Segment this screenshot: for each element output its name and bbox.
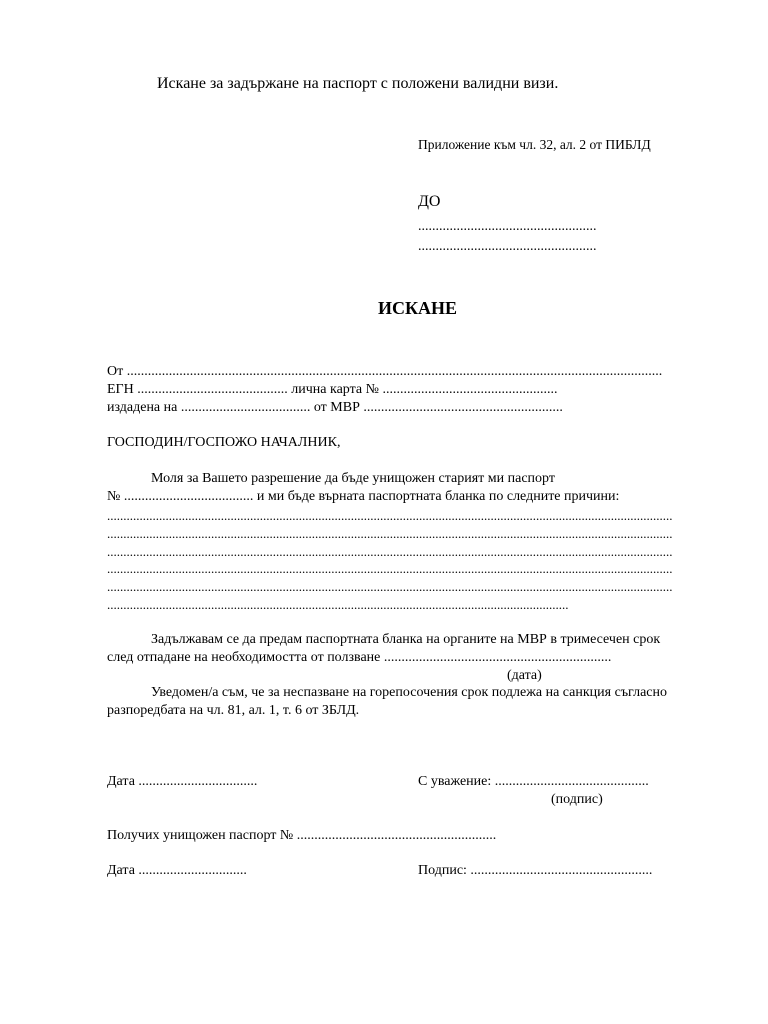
date-caption: (дата) [507, 668, 542, 683]
request-line-1: Моля за Вашето разрешение да бъде унищожен старият ми паспорт [151, 471, 555, 486]
appendix-reference: Приложение към чл. 32, ал. 2 от ПИБЛД [418, 137, 651, 152]
reason-line-4: .............................................................................................................................................................................. [107, 561, 673, 576]
reason-line-1: .............................................................................................................................................................................. [107, 508, 673, 523]
sign-field: Подпис: .................................................... [418, 863, 653, 878]
addressee-label: ДО [418, 193, 441, 210]
reason-line-5: .............................................................................................................................................................................. [107, 579, 673, 594]
received-passport-line: Получих унищожен паспорт № ......................................................... [107, 828, 497, 843]
reason-line-3: .............................................................................................................................................................................. [107, 544, 673, 559]
notice-line-2: разпоредбата на чл. 81, ал. 1, т. 6 от ЗБЛД. [107, 703, 360, 718]
document-top-title: Искане за задържане на паспорт с положени валидни визи. [157, 75, 559, 92]
request-line-2: № ..................................... и ми бъде върната паспортната бланка по следните причини: [107, 489, 620, 504]
applicant-from-line: От ......................................................................................................................................................... [107, 364, 663, 379]
applicant-issued-line: издадена на ..................................... от МВР ......................................................... [107, 400, 563, 415]
main-title: ИСКАНЕ [377, 298, 458, 318]
respect-signature-field: С уважение: ............................................ [418, 774, 649, 789]
addressee-line-2: ................................................... [418, 239, 597, 254]
notice-line-1: Уведомен/а съм, че за неспазване на горепосочения срок подлежа на санкция съгласно [151, 685, 667, 700]
date-field-2: Дата ............................... [107, 863, 247, 878]
date-field: Дата .................................. [107, 774, 258, 789]
addressee-line-1: ................................................... [418, 219, 597, 234]
obligation-line-2: след отпадане на необходимостта от ползване ................................................................. [107, 650, 612, 665]
salutation: ГОСПОДИН/ГОСПОЖО НАЧАЛНИК, [107, 435, 341, 450]
reason-line-2: .............................................................................................................................................................................. [107, 526, 673, 541]
obligation-line-1: Задължавам се да предам паспортната бланка на органите на МВР в тримесечен срок [151, 632, 661, 647]
signature-caption: (подпис) [551, 792, 603, 807]
applicant-egn-line: ЕГН ........................................... лична карта № .................................................. [107, 382, 558, 397]
reason-line-6: .............................................................................................................................................. [107, 597, 569, 612]
